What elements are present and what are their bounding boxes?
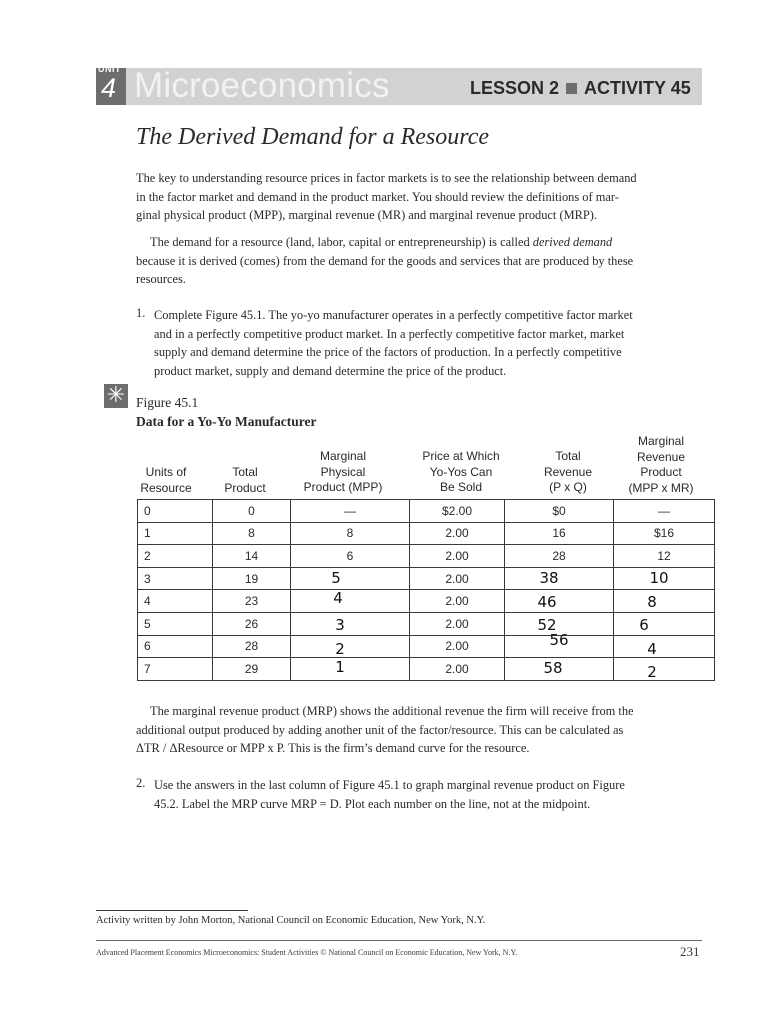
question-1-text: [154, 306, 702, 380]
handwritten-mpp: 5: [331, 568, 341, 587]
answer-cell[interactable]: [614, 612, 715, 635]
header-line: Total: [232, 465, 258, 479]
answer-cell[interactable]: [291, 635, 410, 658]
table-cell: 28: [213, 635, 291, 658]
header-line: Marginal: [319, 449, 367, 463]
footnote-divider: [96, 910, 248, 911]
table-row: [138, 635, 715, 658]
square-bullet-icon: [566, 83, 577, 94]
table-cell: 7: [138, 658, 213, 681]
header-line: Price at Which: [422, 449, 500, 463]
table-cell: 0: [138, 500, 213, 523]
table-cell: 3: [138, 567, 213, 590]
unit-number: 4: [101, 73, 117, 103]
mrp-paragraph: [136, 702, 702, 758]
question-2-text: [154, 776, 702, 813]
table-cell: 26: [213, 612, 291, 635]
answer-cell[interactable]: [291, 567, 410, 590]
asterisk-icon: ✳: [104, 384, 128, 408]
table-row: [138, 567, 715, 590]
mrp-line: additional output produced by adding another unit of the factor/resource. This can be calculated as: [136, 722, 624, 737]
table-cell: 6: [291, 545, 410, 568]
activity-label: ACTIVITY 45: [584, 78, 691, 98]
lesson-activity-label: [470, 78, 691, 99]
question-line: and in a perfectly competitive product market. In a perfectly competitive factor market, market: [154, 326, 625, 341]
table-cell: 12: [614, 545, 715, 568]
table-cell: 28: [505, 545, 614, 568]
table-cell: 2.00: [410, 567, 505, 590]
table-cell: 4: [138, 590, 213, 613]
unit-label: UNIT: [98, 64, 121, 74]
table-cell: $16: [614, 522, 715, 545]
yo-yo-data-table: [137, 499, 715, 681]
question-line: product market, supply and demand determine the price of the product.: [154, 363, 507, 378]
header-line: (P x Q): [549, 480, 587, 494]
figure-title: Data for a Yo-Yo Manufacturer: [136, 414, 317, 429]
mrp-line: ΔTR / ΔResource or MPP x P. This is the firm’s demand curve for the resource.: [136, 741, 530, 755]
intro-paragraph-2: [136, 233, 702, 289]
handwritten-mrp: 2: [647, 662, 657, 681]
intro-line: ginal physical product (MPP), marginal revenue (MR) and marginal revenue product (MRP).: [136, 208, 597, 222]
table-cell: $2.00: [410, 500, 505, 523]
handwritten-mrp: 6: [639, 615, 649, 634]
table-row: [138, 590, 715, 613]
table-cell: 2: [138, 545, 213, 568]
answer-cell[interactable]: [614, 658, 715, 681]
table-cell: 5: [138, 612, 213, 635]
table-cell: 2.00: [410, 635, 505, 658]
header-line: Product: [224, 480, 266, 495]
footer-credit: Advanced Placement Economics Microeconomics: Student Activities © National Council on Economic Education, New York, N.Y.: [96, 948, 518, 957]
answer-cell[interactable]: [505, 567, 614, 590]
table-cell: 16: [505, 522, 614, 545]
table-row: [138, 500, 715, 523]
handwritten-total-revenue: 52: [537, 615, 557, 634]
answer-cell[interactable]: [291, 658, 410, 681]
table-cell: 19: [213, 567, 291, 590]
answer-cell[interactable]: [505, 590, 614, 613]
header-line: Product (MPP): [303, 480, 383, 494]
footnote: Activity written by John Morton, National Council on Economic Education, New York, N.Y.: [96, 915, 486, 926]
header-line: Be Sold: [439, 480, 483, 494]
table-cell: 23: [213, 590, 291, 613]
table-cell: 6: [138, 635, 213, 658]
derived-demand-term: derived demand: [532, 235, 613, 249]
question-line: supply and demand determine the price of the factors of production. In a perfectly competitive: [154, 345, 622, 359]
mrp-line: The marginal revenue product (MRP) shows the additional revenue the firm will receive from the: [150, 704, 634, 718]
handwritten-mrp: 4: [647, 640, 657, 659]
header-line: Total: [555, 449, 581, 463]
handwritten-mrp: 8: [647, 593, 657, 612]
para2-start: The demand for a resource (land, labor, capital or entrepreneurship) is called: [150, 235, 533, 249]
question-line: 45.2. Label the MRP curve MRP = D. Plot each number on the line, not at the midpoint.: [154, 796, 591, 811]
footer-divider: [96, 940, 702, 941]
table-cell: 2.00: [410, 522, 505, 545]
table-row: [138, 658, 715, 681]
handwritten-mrp: 10: [649, 568, 669, 587]
page-number: 231: [680, 944, 700, 959]
lesson-label: LESSON 2: [470, 78, 560, 98]
table-row: [138, 612, 715, 635]
table-row: [138, 545, 715, 568]
handwritten-total-revenue: 58: [543, 658, 563, 677]
header-line: Product: [640, 465, 682, 479]
handwritten-mpp: 4: [333, 589, 343, 608]
header-line: Resource: [140, 480, 192, 495]
handwritten-total-revenue: 56: [549, 631, 569, 650]
table-row: [138, 522, 715, 545]
table-cell: —: [291, 500, 410, 523]
question-2-number: 2.: [136, 776, 146, 790]
table-cell: 2.00: [410, 545, 505, 568]
handwritten-mpp: 3: [335, 615, 345, 634]
handwritten-mpp: 2: [335, 640, 345, 659]
header-line: Revenue: [636, 449, 686, 464]
intro-line: because it is derived (comes) from the demand for the goods and services that are produced by these: [136, 253, 634, 268]
intro-paragraph-1: [136, 169, 702, 225]
column-header-units: [138, 465, 194, 496]
handwritten-total-revenue: 46: [537, 593, 557, 612]
table-cell: —: [614, 500, 715, 523]
header-line: Physical: [320, 464, 366, 479]
table-cell: 8: [291, 522, 410, 545]
intro-line: resources.: [136, 272, 186, 286]
course-title: Microeconomics: [134, 66, 390, 105]
header-line: Marginal: [637, 434, 685, 448]
answer-cell[interactable]: [291, 590, 410, 613]
intro-line: in the factor market and demand in the product market. You should review the definitions of mar-: [136, 189, 619, 204]
answer-cell[interactable]: [614, 567, 715, 590]
column-header-mrp: [616, 434, 706, 496]
table-cell: 2.00: [410, 590, 505, 613]
answer-cell[interactable]: [614, 635, 715, 658]
intro-line: The key to understanding resource prices in factor markets is to see the relationship between demand: [136, 171, 637, 185]
column-header-price: [402, 449, 520, 496]
table-cell: 29: [213, 658, 291, 681]
question-1-number: 1.: [136, 306, 146, 320]
column-header-total-revenue: [524, 449, 612, 496]
answer-cell[interactable]: [505, 631, 614, 658]
handwritten-mpp: 1: [335, 657, 345, 676]
header-line: (MPP x MR): [628, 480, 694, 495]
intro-line: [136, 233, 702, 252]
header-line: Yo-Yos Can: [429, 464, 493, 479]
question-line: Complete Figure 45.1. The yo-yo manufacturer operates in a perfectly competitive factor market: [154, 308, 633, 322]
table-cell: 2.00: [410, 658, 505, 681]
header-line: Units of: [145, 465, 187, 479]
table-cell: 1: [138, 522, 213, 545]
table-cell: 8: [213, 522, 291, 545]
column-header-total-product: [212, 465, 278, 496]
table-cell: 14: [213, 545, 291, 568]
figure-label: Figure 45.1: [136, 395, 199, 410]
question-line: Use the answers in the last column of Figure 45.1 to graph marginal revenue product on Figure: [154, 778, 625, 792]
table-cell: 0: [213, 500, 291, 523]
page-title: The Derived Demand for a Resource: [136, 124, 490, 150]
column-header-mpp: [288, 449, 398, 496]
answer-cell[interactable]: [505, 658, 614, 681]
answer-cell[interactable]: [614, 590, 715, 613]
handwritten-total-revenue: 38: [539, 568, 559, 587]
table-cell: $0: [505, 500, 614, 523]
answer-cell[interactable]: [291, 612, 410, 635]
table-cell: 2.00: [410, 612, 505, 635]
header-line: Revenue: [543, 464, 593, 479]
